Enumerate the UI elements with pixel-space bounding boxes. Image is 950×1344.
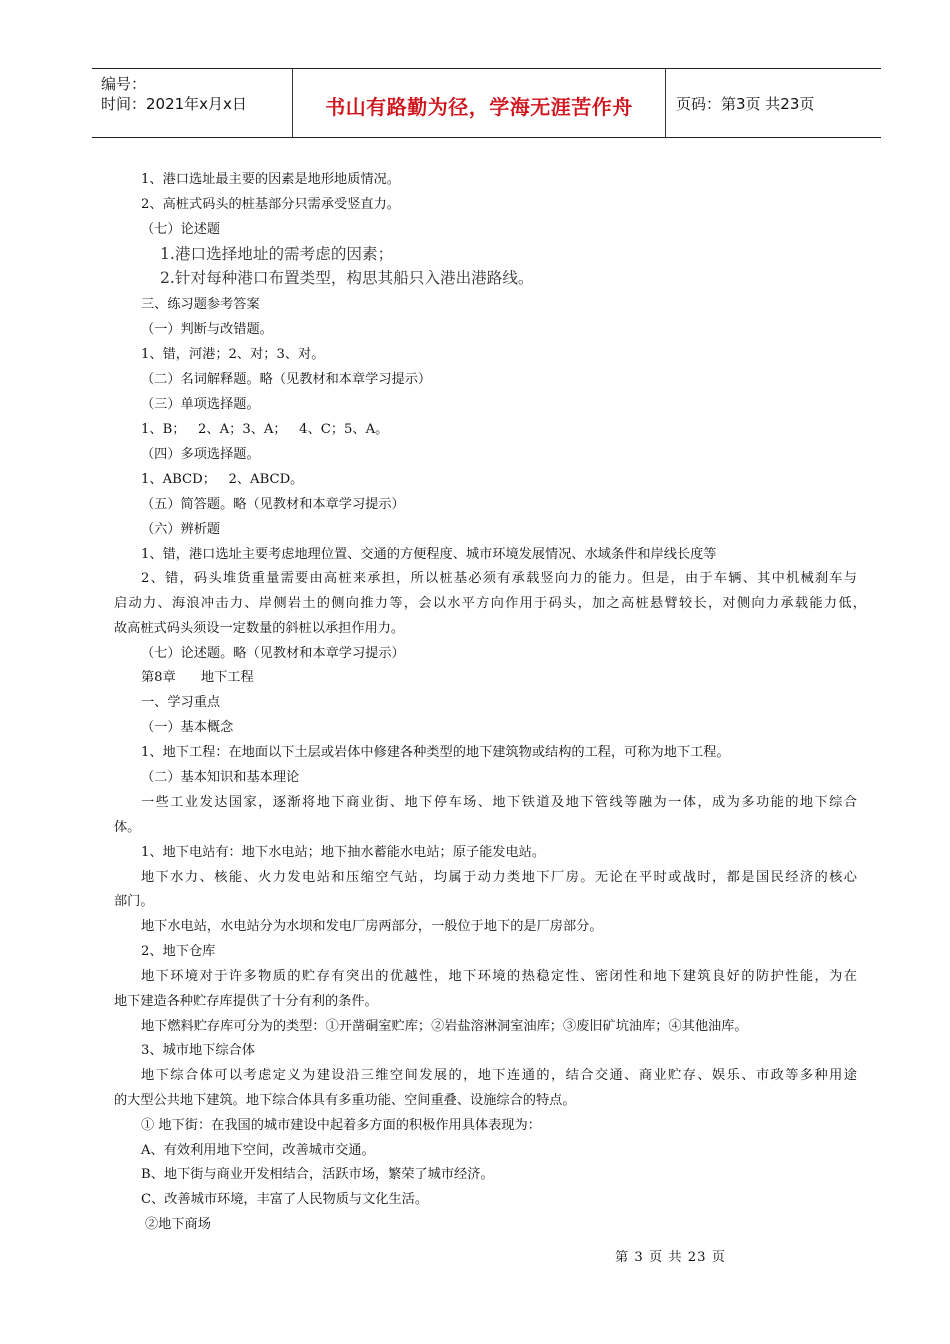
section-heading: 2、地下仓库 xyxy=(141,944,216,959)
text-line: 地下综合体可以考虑定义为建设沿三维空间发展的，地下连通的，结合交通、商业贮存、娱乐、市政等多种用途 xyxy=(141,1068,857,1083)
section-heading: 一、学习重点 xyxy=(141,695,221,710)
text-line: 1、B； 2、A；3、A； 4、C；5、A。 xyxy=(141,422,389,437)
header-meta-cell xyxy=(92,69,293,137)
text-line: 1、地下电站有：地下水电站；地下抽水蓄能水电站；原子能发电站。 xyxy=(141,845,546,860)
text-line: 的大型公共地下建筑。地下综合体具有多重功能、空间重叠、设施综合的特点。 xyxy=(114,1093,576,1108)
serial-label: 编号： xyxy=(101,75,147,93)
text-line: 1、地下工程：在地面以下土层或岩体中修建各种类型的地下建筑物或结构的工程，可称为地下工程。 xyxy=(141,745,730,760)
text-line: 部门。 xyxy=(114,894,154,909)
section-heading: （六）辨析题 xyxy=(141,522,221,537)
text-line: 地下建造各种贮存库提供了十分有利的条件。 xyxy=(114,994,378,1009)
header-table xyxy=(92,68,881,138)
section-heading: （二）名词解释题。略（见教材和本章学习提示） xyxy=(141,372,432,387)
section-heading: 三、练习题参考答案 xyxy=(141,297,260,312)
text-line: 启动力、海浪冲击力、岸侧岩土的侧向推力等，会以水平方向作用于码头，加之高桩悬臂较长，对侧向力承载能力低， xyxy=(114,596,866,611)
section-heading: （三）单项选择题。 xyxy=(141,397,260,412)
text-line: B、地下街与商业开发相结合，活跃市场，繁荣了城市经济。 xyxy=(141,1167,494,1182)
header-page-cell xyxy=(666,69,881,137)
text-line: 地下燃料贮存库可分为的类型：①开凿硐室贮库；②岩盐溶淋洞室油库；③废旧矿坑油库；④其他油库。 xyxy=(141,1019,748,1034)
motto-text: 书山有路勤为径，学海无涯苦作舟 xyxy=(325,95,633,119)
section-heading: （七）论述题。略（见教材和本章学习提示） xyxy=(141,646,405,661)
text-line: 地下水力、核能、火力发电站和压缩空气站，均属于动力类地下厂房。无论在平时或战时，都是国民经济的核心 xyxy=(141,870,857,885)
text-line: 地下环境对于许多物质的贮存有突出的优越性，地下环境的热稳定性、密闭性和地下建筑良好的防护性能，为在 xyxy=(141,969,857,984)
text-line: 1、错，河港；2、对；3、对。 xyxy=(141,347,325,362)
text-line: 1、错，港口选址主要考虑地理位置、交通的方便程度、城市环境发展情况、水域条件和岸线长度等 xyxy=(141,547,717,562)
text-line: A、有效利用地下空间，改善城市交通。 xyxy=(141,1143,375,1158)
section-heading: （四）多项选择题。 xyxy=(141,447,260,462)
section-heading: （一）基本概念 xyxy=(141,720,234,735)
section-heading: 3、城市地下综合体 xyxy=(141,1043,255,1058)
page-info: 页码：第3页 共23页 xyxy=(676,95,815,113)
text-line: ②地下商场 xyxy=(145,1217,211,1232)
section-heading: （五）简答题。略（见教材和本章学习提示） xyxy=(141,497,405,512)
section-heading: （一）判断与改错题。 xyxy=(141,322,273,337)
text-line: 1、港口选址最主要的因素是地形地质情况。 xyxy=(141,172,400,187)
text-line: ① 地下街：在我国的城市建设中起着多方面的积极作用具体表现为： xyxy=(141,1118,541,1133)
text-line: C、改善城市环境，丰富了人民物质与文化生活。 xyxy=(141,1192,429,1207)
section-heading: （二）基本知识和基本理论 xyxy=(141,770,300,785)
text-line: 地下水电站，水电站分为水坝和发电厂房两部分，一般位于地下的是厂房部分。 xyxy=(141,919,603,934)
text-line: 1、ABCD； 2、ABCD。 xyxy=(141,472,304,487)
essay-question: 2.针对每种港口布置类型，构思其船只入港出港路线。 xyxy=(160,269,534,287)
page-footer: 第 3 页 共 23 页 xyxy=(615,1250,726,1265)
section-heading: （七）论述题 xyxy=(141,222,221,237)
chapter-title: 第8章 地下工程 xyxy=(141,670,254,685)
text-line: 故高桩式码头须设一定数量的斜桩以承担作用力。 xyxy=(114,621,405,636)
text-line: 体。 xyxy=(114,820,141,835)
text-line: 2、高桩式码头的桩基部分只需承受竖直力。 xyxy=(141,197,400,212)
date-line: 时间：2021年x月x日 xyxy=(101,95,247,113)
text-line: 一些工业发达国家，逐渐将地下商业街、地下停车场、地下铁道及地下管线等融为一体，成为多功能的地下综合 xyxy=(141,795,857,810)
essay-question: 1.港口选择地址的需考虑的因素； xyxy=(160,245,394,263)
header-motto-cell xyxy=(293,69,666,137)
text-line: 2、错，码头堆货重量需要由高桩来承担，所以桩基必须有承载竖向力的能力。但是，由于车辆、其中机械刹车与 xyxy=(141,571,857,586)
